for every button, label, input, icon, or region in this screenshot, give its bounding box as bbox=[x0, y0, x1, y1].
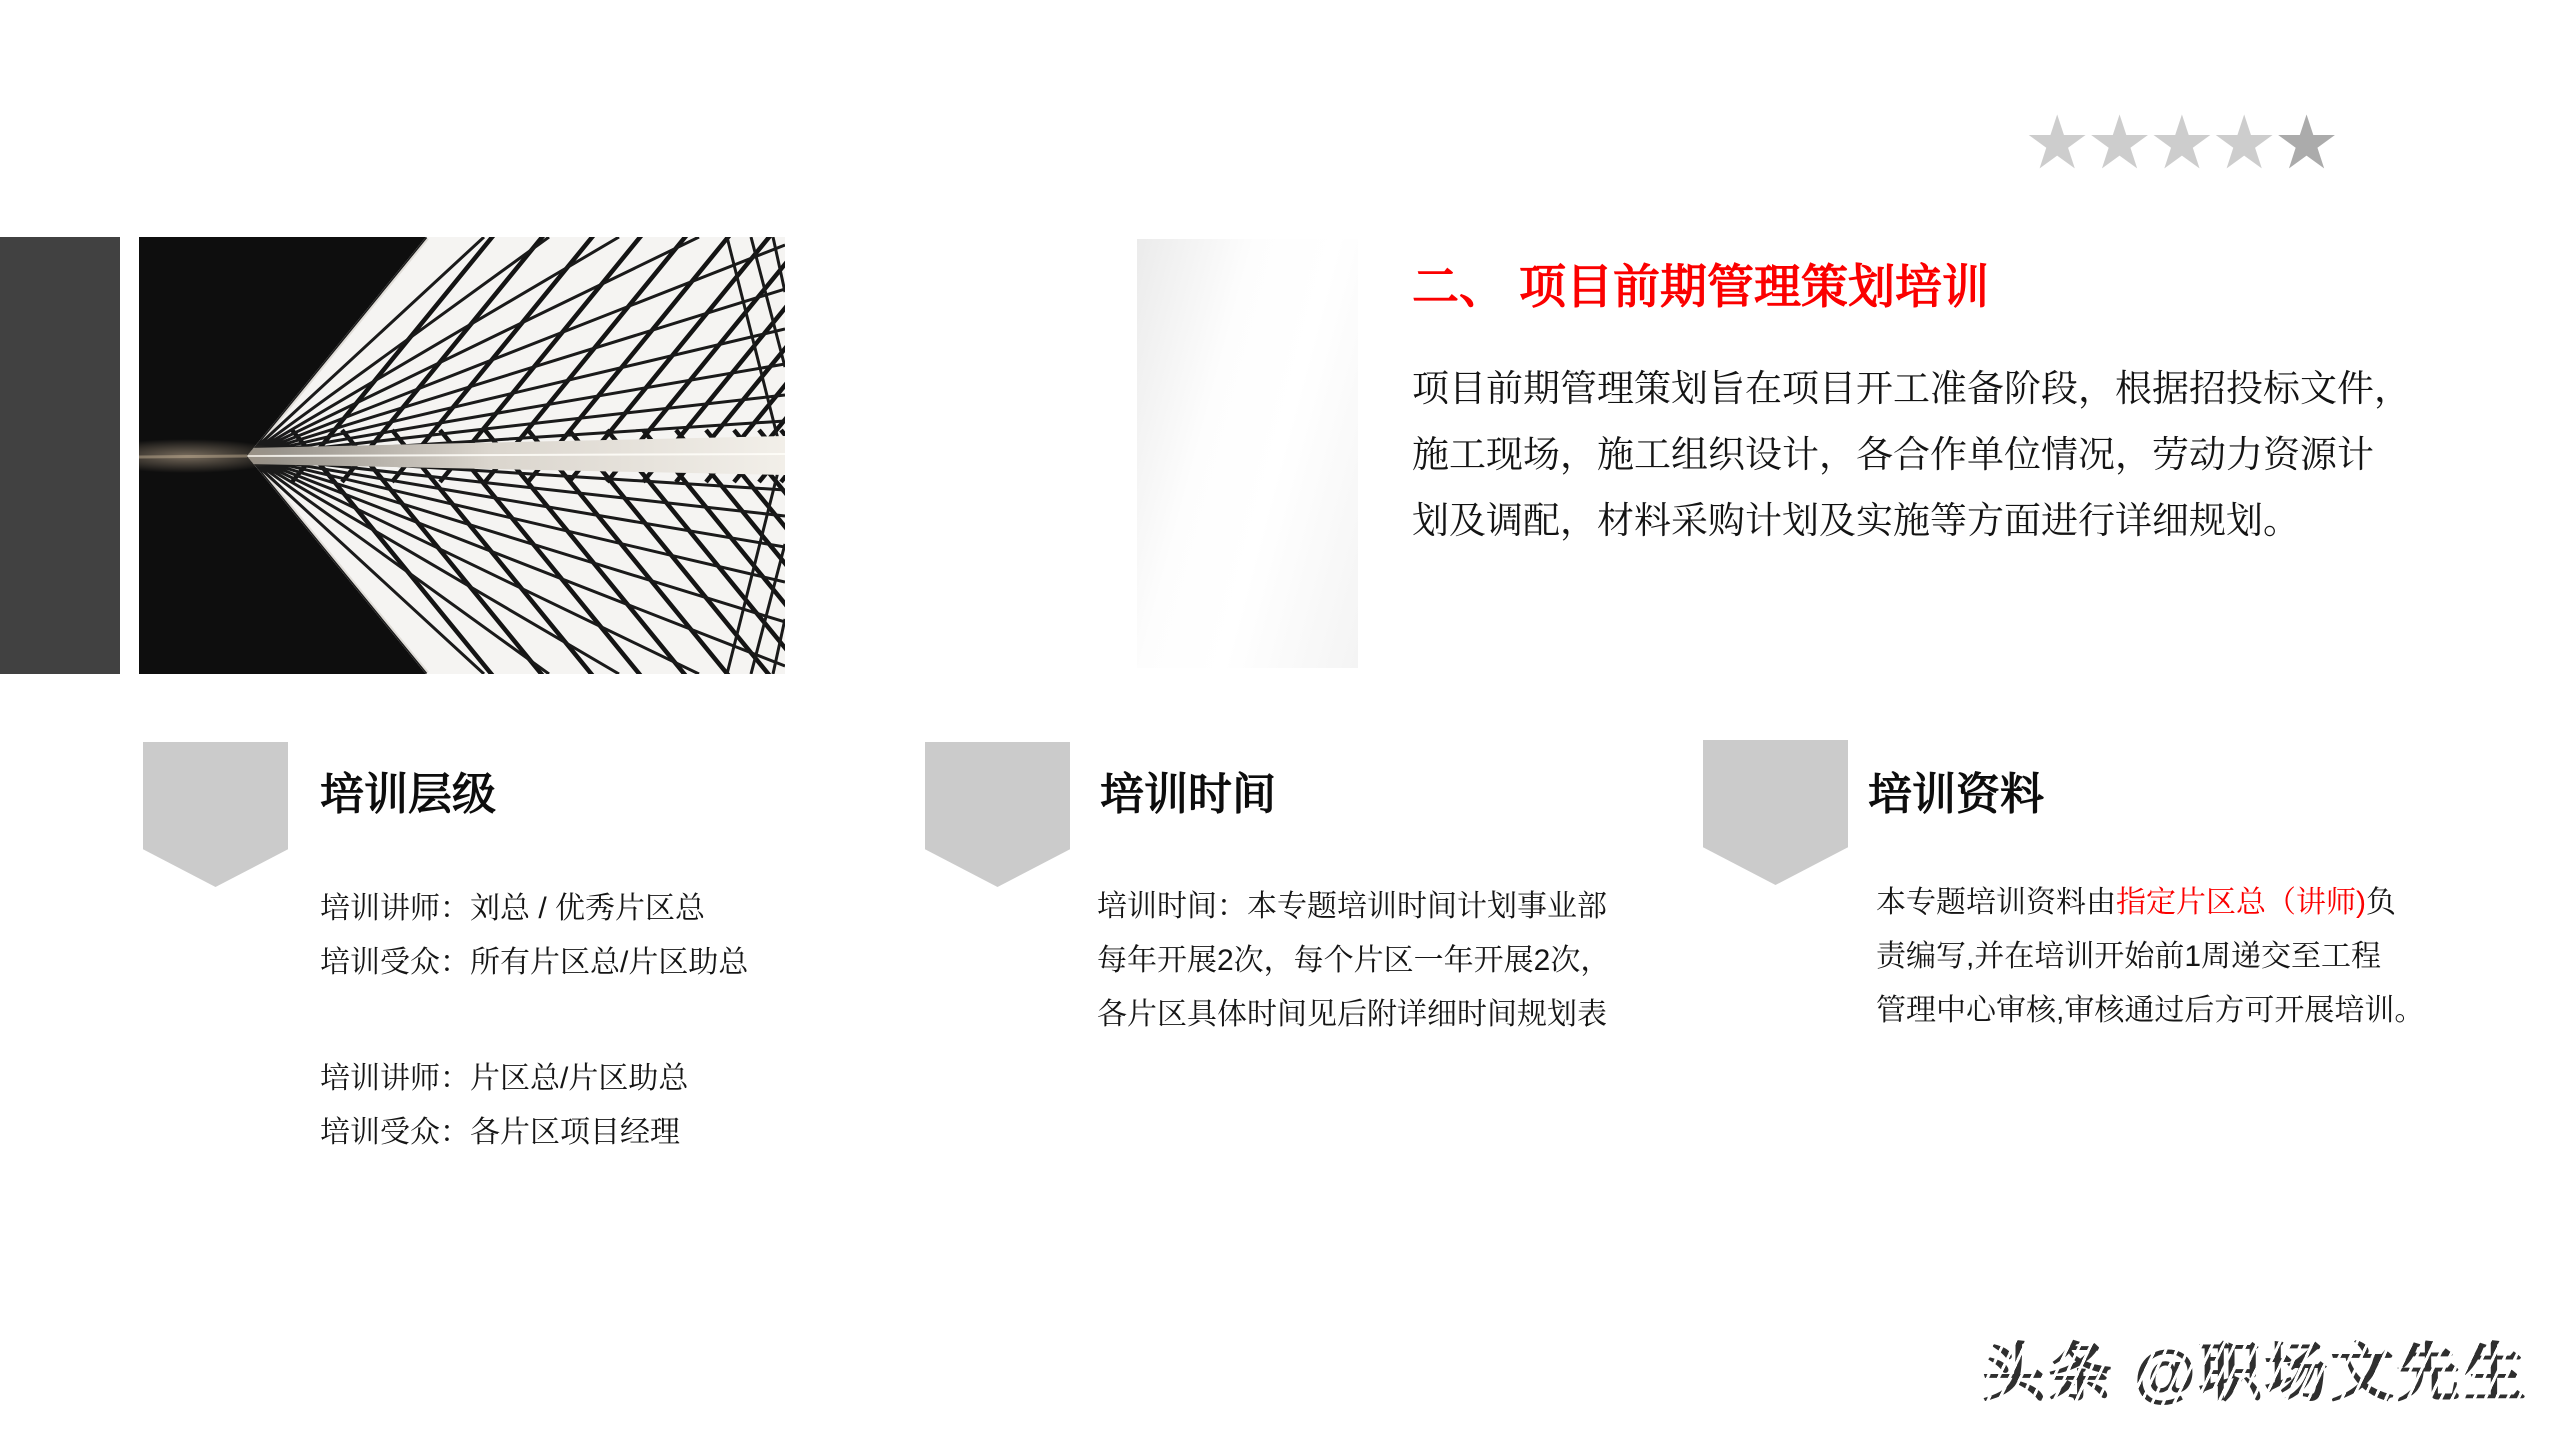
pentagon-marker bbox=[925, 742, 1070, 887]
body-line: 培训受众：所有片区总/片区助总 bbox=[320, 946, 749, 979]
pentagon-marker bbox=[1703, 740, 1848, 885]
star-icon: ★ bbox=[2086, 101, 2149, 184]
section-header-block bbox=[1412, 250, 2452, 554]
architecture-photo bbox=[139, 237, 785, 674]
rating-stars bbox=[2024, 101, 2336, 184]
body-line: 责编写,并在培训开始前1周递交至工程 bbox=[1876, 940, 2382, 973]
spacer bbox=[320, 990, 820, 1052]
section-title: 二、 项目前期管理策划培训 bbox=[1412, 260, 1990, 313]
body-line: 各片区具体时间见后附详细时间规划表 bbox=[1097, 998, 1607, 1031]
star-icon: ★ bbox=[2148, 101, 2212, 184]
column-heading-training-time: 培训时间 bbox=[1100, 770, 1276, 819]
column-heading-training-level: 培训层级 bbox=[320, 770, 496, 819]
column-body-training-level bbox=[320, 882, 820, 1160]
intro-line: 划及调配，材料采购计划及实施等方面进行详细规划。 bbox=[1412, 500, 2300, 541]
left-accent-bar bbox=[0, 237, 120, 674]
body-line bbox=[1876, 876, 2436, 930]
body-line: 培训讲师：刘总 / 优秀片区总 bbox=[320, 892, 706, 925]
column-heading-training-material: 培训资料 bbox=[1868, 770, 2044, 819]
body-line: 培训讲师：片区总/片区助总 bbox=[320, 1062, 689, 1095]
body-line: 每年开展2次，每个片区一年开展2次， bbox=[1097, 944, 1611, 977]
body-line: 培训时间：本专题培训时间计划事业部 bbox=[1097, 890, 1607, 923]
watermark: 头条 @职场文先生 bbox=[1982, 1322, 2528, 1414]
body-line: 管理中心审核,审核通过后方可开展培训。 bbox=[1876, 994, 2425, 1027]
star-icon: ★ bbox=[2024, 101, 2087, 184]
intro-line: 施工现场，施工组织设计，各合作单位情况，劳动力资源计 bbox=[1412, 434, 2374, 475]
body-line: 培训受众：各片区项目经理 bbox=[320, 1116, 680, 1149]
column-body-training-material bbox=[1876, 876, 2436, 1038]
gradient-panel bbox=[1137, 239, 1358, 668]
body-text: 本专题培训资料由 bbox=[1876, 886, 2116, 919]
section-intro bbox=[1412, 356, 2452, 554]
star-icon: ★ bbox=[2273, 101, 2336, 184]
column-body-training-time bbox=[1097, 880, 1657, 1042]
building-photo-svg bbox=[139, 237, 785, 674]
body-text: 负 bbox=[2366, 886, 2396, 919]
pentagon-marker bbox=[143, 742, 288, 887]
star-icon: ★ bbox=[2211, 101, 2274, 184]
intro-line: 项目前期管理策划旨在项目开工准备阶段，根据招投标文件， bbox=[1412, 368, 2411, 409]
highlight-red-text: 指定片区总（讲师) bbox=[2116, 886, 2366, 919]
